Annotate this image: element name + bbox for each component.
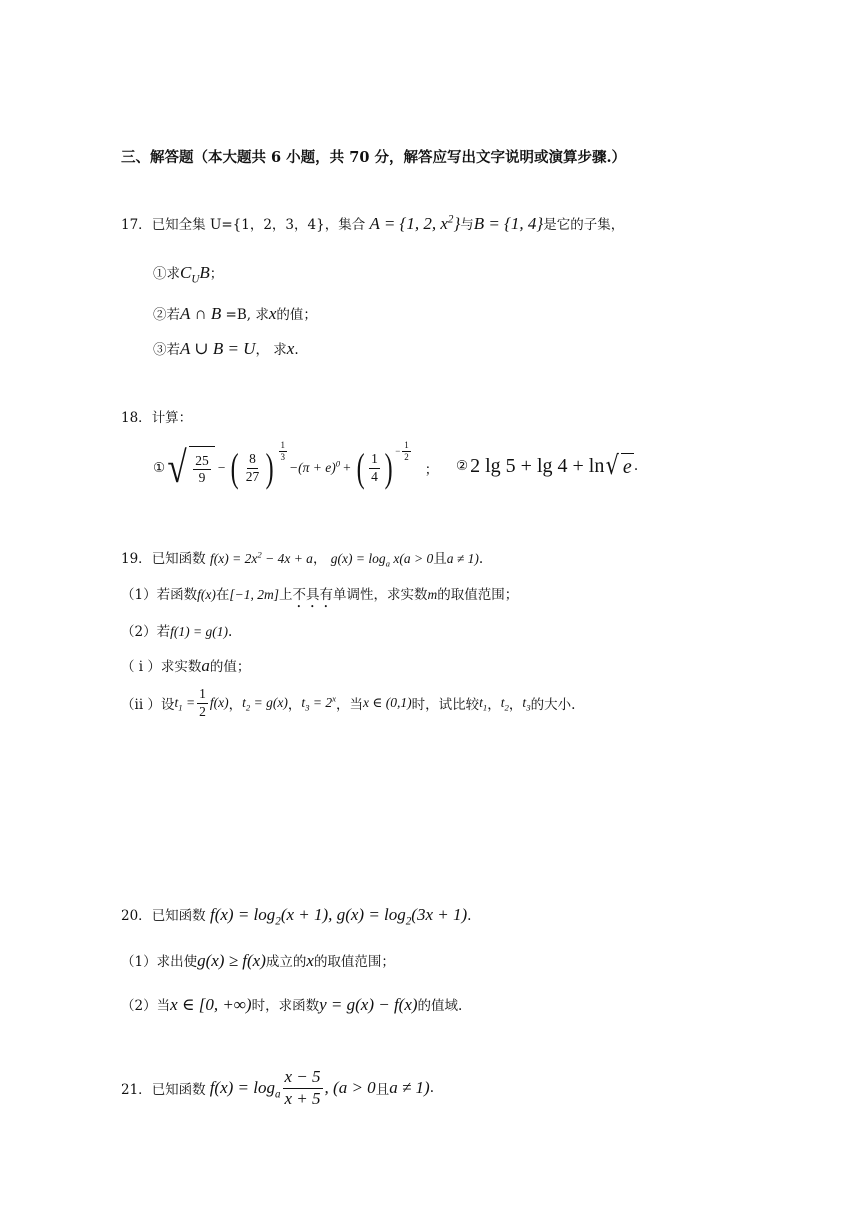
question-19-stem: 19．已知函数 $f(x) = 2x^2 - 4x + a$， $g(x) = \log_a x(a > 0$且a ≠ 1). bbox=[121, 549, 484, 569]
question-number: 21． bbox=[121, 1082, 152, 1098]
question-17-stem: 17．已知全集 U={1，2，3，4}，集合 A = {1, 2, $x^2$}与B = {1, 4}是它的子集， bbox=[121, 213, 625, 233]
question-20-stem: 20．已知函数 $f(x) = \log_2(x + 1)$, $g(x) = \log_2(3x + 1)$. bbox=[121, 905, 472, 928]
set-b: B = {1, 4} bbox=[473, 214, 544, 233]
sqrt-25-9: √ $\frac{25}{9}$ bbox=[165, 446, 215, 490]
emphasized-text: 不具有 bbox=[292, 587, 333, 603]
question-17-part-2: ②若A ∩ B =B, 求x的值； bbox=[153, 304, 317, 323]
question-18-expression-2: ② 2 lg 5 + lg 4 + ln √ e . bbox=[456, 451, 639, 481]
set-a: A = {1, 2, $x^2$} bbox=[369, 213, 461, 233]
question-19-part-1: （1）若函数f(x)在[−1, 2m]上不具有单调性，求实数m的取值范围； bbox=[121, 587, 519, 603]
question-number: 19． bbox=[121, 551, 152, 567]
question-18-stem: 18．计算： bbox=[121, 410, 193, 426]
question-number: 20． bbox=[121, 908, 152, 924]
question-18-expression-1: ① √ $\frac{25}{9}$ − ( $\frac{8}{27}$ ) $\frac{1}{3}$ $-(\pi + e)^0$ + ( $\frac{1}{4}$ ) − $\frac{1}{2}$ ； bbox=[153, 440, 439, 492]
question-17-part-3: ③若A ∪ B = U， 求x. bbox=[153, 339, 299, 358]
question-21-stem: 21． 已知函数 $f(x) = \log_a$ $\frac{x - 5}{x + 5}$ , (a > 0 且 a ≠ 1) . bbox=[121, 1067, 434, 1108]
question-17-part-1: ①求$C_UB$； bbox=[153, 263, 224, 286]
question-20-part-2: （2）当x ∈ [0, +∞)时，求函数y = g(x) − f(x)的值域. bbox=[121, 995, 463, 1014]
question-19-part-2-ii: （ii ） 设 $t_1$ = $\frac{1}{2}$ f(x) ， $t_2 = g(x)$ ， $t_3 = 2^x$ ，当 x ∈ (0,1) 时，试比较 $t_1$ ， $t_2$ ， $t_3$ 的大小. bbox=[121, 686, 576, 719]
question-19-part-2-i: （ i ）求实数a的值； bbox=[121, 656, 251, 675]
question-19-part-2: （2）若f(1) = g(1). bbox=[121, 624, 233, 640]
question-20-part-1: （1）求出使g(x) ≥ f(x)成立的x的取值范围； bbox=[121, 951, 395, 970]
question-number: 18． bbox=[121, 410, 152, 426]
section-title: 三、解答题（本大题共 6 小题，共 70 分，解答应写出文字说明或演算步骤.） bbox=[121, 149, 627, 166]
question-number: 17． bbox=[121, 217, 152, 233]
